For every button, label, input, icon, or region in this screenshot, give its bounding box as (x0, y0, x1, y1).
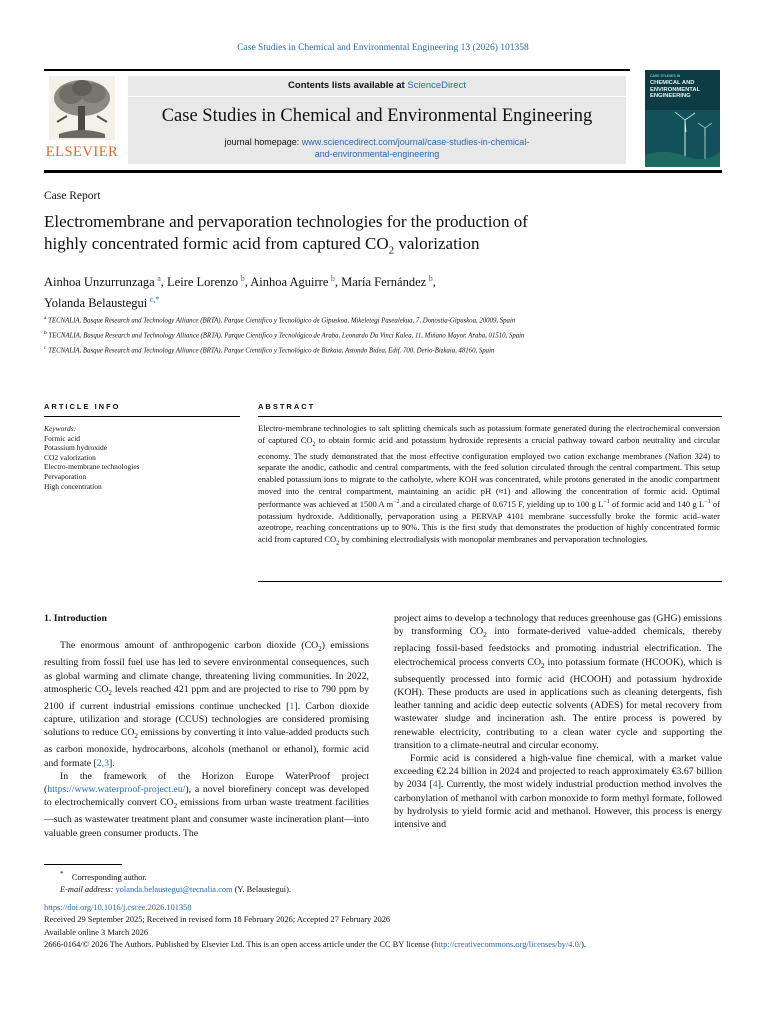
abstract-segment: of formic acid and 140 g L (609, 499, 705, 510)
footnote-line (44, 868, 644, 884)
affiliations (44, 314, 634, 359)
affiliation-item (44, 314, 634, 326)
license-text: 2666-0164/© 2026 The Authors. Published by Elsevier Ltd. This is an open access article under the CC BY license ( (44, 939, 435, 949)
article-info-rule (44, 416, 240, 417)
header-rule-bottom (44, 170, 722, 173)
author-affiliation-mark[interactable]: b (330, 274, 335, 283)
citation-link[interactable]: 1 (289, 700, 295, 712)
affiliation-text: TECNALIA, Basque Research and Technology Alliance (BRTA), Parque Científico y Tecnológico de Bizkaia, Astondo Bidea, Edif. 700, Derio-Bizkaia, 48160, Spain (48, 347, 495, 355)
superscript: −2 (393, 499, 400, 506)
received-dates: Received 29 September 2025; Received in revised form 18 February 2026; Accepted 27 February 2026 (44, 915, 391, 925)
cover-top-text: CASE STUDIES IN (650, 74, 681, 78)
article-info-heading: ARTICLE INFO (44, 402, 121, 411)
affiliation-item (44, 344, 634, 356)
section-heading-introduction: 1. Introduction (44, 613, 107, 624)
elsevier-tree-icon (49, 76, 115, 140)
body-paragraph (44, 639, 369, 770)
text-segment: ]. (109, 757, 115, 769)
superscript: −1 (704, 499, 711, 506)
affiliation-text: TECNALIA, Basque Research and Technology Alliance (BRTA), Parque Científico y Tecnológico de Gipuskoa, Mikeletegi Pasealekua, 7, Donostia-Gipuskoa, 20009, Spain (48, 317, 516, 325)
subscript: 2 (108, 688, 112, 697)
title-line-2b: valorization (394, 234, 480, 253)
author-name[interactable]: Ainhoa Unzurrunzaga (44, 275, 155, 290)
author-name[interactable]: María Fernández (341, 275, 427, 290)
footnote-line (44, 884, 644, 897)
title-line-1: Electromembrane and pervaporation technologies for the production of (44, 212, 528, 231)
journal-homepage (128, 136, 626, 160)
citation-link[interactable]: 4 (432, 779, 438, 791)
abstract-segment: by combining electrodialysis with monopolar membranes and pervaporation technologies. (339, 533, 648, 544)
elsevier-logo[interactable] (43, 76, 121, 164)
journal-reference[interactable]: Case Studies in Chemical and Environmental Engineering 13 (2026) 101358 (237, 43, 529, 53)
elsevier-wordmark: ELSEVIER (45, 144, 119, 160)
body-column-right (394, 612, 722, 831)
subscript: 2 (173, 802, 178, 811)
author-affiliation-mark[interactable]: c,* (149, 295, 160, 305)
email-suffix: (Y. Belaustegui). (232, 885, 292, 895)
keyword-item: Potassium hydroxide (44, 443, 108, 453)
email-label: E-mail address: (60, 885, 116, 895)
text-segment: In the framework of the Horizon Europe WaterProof project ( (44, 770, 369, 796)
text-segment: emissions by converting it into value-added products such as carbon monoxide, hydrocarbons, alcohols (methanol or ethanol), formic acid and formate [ (44, 727, 369, 769)
license-suffix: ). (581, 939, 586, 949)
subscript: 2 (483, 631, 487, 640)
keywords-label: Keywords: (44, 424, 77, 433)
body-paragraph (44, 770, 369, 840)
affiliation-item (44, 329, 634, 341)
title-line-2a: highly concentrated formic acid from captured CO (44, 234, 389, 253)
homepage-label: journal homepage: (224, 137, 302, 147)
text-segment: project aims to develop a technology that reduces greenhouse gas (GHG) emissions by transforming CO (394, 613, 722, 638)
keyword-item: Pervaporation (44, 471, 87, 481)
available-online-date: Available online 3 March 2026 (44, 927, 149, 937)
cover-title: CHEMICAL AND ENVIRONMENTAL ENGINEERING (650, 80, 701, 99)
author-name[interactable]: Yolanda Belaustegui (44, 296, 148, 311)
affiliation-mark: c (44, 345, 47, 352)
doi-link[interactable]: https://doi.org/10.1016/j.cscee.2026.101358 (44, 903, 192, 912)
body-column-left (44, 612, 369, 840)
contents-available-line (128, 80, 626, 91)
publication-info (44, 902, 734, 951)
keyword-item: CO2 valorization (44, 452, 96, 462)
citation-link[interactable]: 2,3 (96, 757, 110, 769)
author-affiliation-mark[interactable]: a (157, 274, 161, 283)
footnote-mark: * (60, 870, 64, 878)
text-segment: ]. Currently, the most widely industrial production method involves the carbonylation of methanol with carbon monoxide to form methyl formate, followed by hydrolysis to yield formic acid and methanol. However, this process is energy intensive and (394, 779, 722, 830)
affiliation-text: TECNALIA, Basque Research and Technology Alliance (BRTA), Parque Científico y Tecnológico de Araba, Leonardo Da Vinci Kalea, 11, Miñano Mayor, Araba, 01510, Spain (48, 332, 525, 340)
corresponding-author-label: Corresponding author. (71, 872, 147, 882)
author-name[interactable]: Ainhoa Aguirre (250, 275, 329, 290)
journal-cover-thumbnail[interactable] (645, 70, 720, 167)
license-line (44, 939, 734, 951)
license-link[interactable]: http://creativecommons.org/licenses/by/4.0/ (434, 939, 582, 949)
sciencedirect-link[interactable]: ScienceDirect (407, 80, 466, 91)
footnote-rule (44, 864, 122, 865)
subscript: 2 (134, 732, 138, 741)
abstract-rule (258, 416, 722, 417)
keyword-item: Formic acid (44, 433, 81, 443)
author-affiliation-mark[interactable]: b (240, 274, 245, 283)
header-inner-divider (128, 96, 626, 97)
abstract-heading: ABSTRACT (258, 402, 316, 411)
text-segment: into potassium formate (HCOOK), which is subsequently processed into formic acid (HCOOH) and potassium hydroxide (KOH). These products are used in applications such as cleaning detergents, fish leather tanning and acidic deep eutectic solvents (ADES) for metal recovery from wastewater sludge and incineration ash. The entire process is powered by renewable electricity, contributing to a clean water cycle and supporting the transition to a climate-neutral and circular economy. (394, 656, 722, 751)
journal-header-box (128, 76, 626, 164)
affiliation-mark: a (44, 315, 47, 321)
abstract-segment: and a circulated charge of 0.6715 F, yielding up to 100 g L (399, 499, 604, 510)
contents-prefix: Contents lists available at (288, 80, 408, 91)
subscript: 2 (541, 661, 545, 670)
journal-title: Case Studies in Chemical and Environmental Engineering (161, 106, 593, 126)
body-paragraph (394, 752, 722, 831)
author-list: Ainhoa Unzurrunzaga $^a$, Leire Lorenzo $^b$, Ainhoa Aguirre $^b$, María Fernández $^b$, Yolanda Belaustegui $^{c,*}$ (44, 274, 436, 311)
cover-windturbine-icon (645, 70, 720, 167)
text-segment: into formate-derived value-added chemicals, thereby replacing fossil-based feedstocks and promoting industrial electrification. The electrochemical process converts CO (394, 626, 722, 668)
text-segment: ) emissions resulting from fossil fuel use has led to severe environmental consequences, such as global warming and climate change, threatening living communities. In 2022, atmospheric CO (44, 640, 369, 695)
waterproof-project-link[interactable]: https://www.waterproof-project.eu/ (47, 784, 186, 796)
body-paragraph (394, 612, 722, 752)
subscript: 2 (318, 645, 322, 654)
author-email-link[interactable]: yolanda.belaustegui@tecnalia.com (115, 885, 233, 895)
article-type: Case Report (44, 190, 101, 202)
text-segment: levels reached 421 ppm and are projected to rise to 790 ppm by 2100 if current industrial emissions continue unchecked [ (44, 683, 369, 712)
abstract-segment: of potassium hydroxide. Additionally, pervaporation using a PERVAP 4101 membrane successfully broke the formic acid–water azeotrope, reaching concentrations up to 90%. This is the first study that demonstrates the production of highly concentrated formic acid from captured CO (258, 499, 720, 544)
abstract-segment: to obtain formic acid and potassium hydroxide represents a crucial pathway toward carbon neutrality and circular economy. The study demonstrated that the most effective configuration employed two cation exchange membranes (Nafion 324) to separate the anodic, cathodic and central compartments, with the feed solution circulated through the central compartment. This setup enabled potassium ions to migrate to the catholyte, where KOH was concentrated, while protons generated in the anodic compartment moved into the central compartment, maintaining an acidic pH (≈1) and allowing the concentration of formic acid. Optimal performance was achieved at 1500 A m (258, 434, 720, 510)
text-segment: Formic acid is considered a high-value fine chemical, with a market value exceeding €2.24 billion in 2024 and projected to reach approximately €3.67 billion by 2034 [ (394, 752, 722, 791)
text-segment: ), a novel biorefinery concept was developed to electrochemically convert CO (44, 784, 369, 809)
subscript: 2 (312, 441, 316, 448)
subscript: 2 (336, 540, 340, 547)
abstract-segment: Electro-membrane technologies to salt splitting chemicals such as potassium formate generated during the electrochemical conversion of captured CO (258, 423, 720, 445)
keywords-block (44, 424, 239, 491)
header-rule-top (44, 69, 630, 71)
text-segment: The enormous amount of anthropogenic carbon dioxide (CO (60, 640, 319, 652)
article-title (44, 211, 664, 261)
title-co2-subscript: 2 (388, 244, 395, 257)
abstract-bottom-rule (258, 581, 722, 582)
text-segment: ]. Carbon dioxide capture, utilization and storage (CCUS) technologies are considered promising solutions to reduce CO (44, 700, 369, 739)
homepage-link-line2[interactable]: and-environmental-engineering (314, 149, 440, 159)
homepage-link-line1[interactable]: www.sciencedirect.com/journal/case-studies-in-chemical- (301, 137, 530, 147)
keyword-item: Electro-membrane technologies (44, 462, 140, 472)
corresponding-author-footnote (44, 868, 644, 897)
affiliation-mark: b (44, 330, 47, 337)
text-segment: emissions from urban waste treatment facilities—such as wastewater treatment plant and consumer waste incineration plant—into valuable green consumer products. The (44, 797, 369, 839)
author-name[interactable]: Leire Lorenzo (167, 275, 239, 290)
author-affiliation-mark[interactable]: b (428, 274, 433, 283)
keyword-item: High concentration (44, 481, 102, 491)
superscript: −1 (603, 499, 610, 506)
abstract-text (258, 423, 720, 550)
